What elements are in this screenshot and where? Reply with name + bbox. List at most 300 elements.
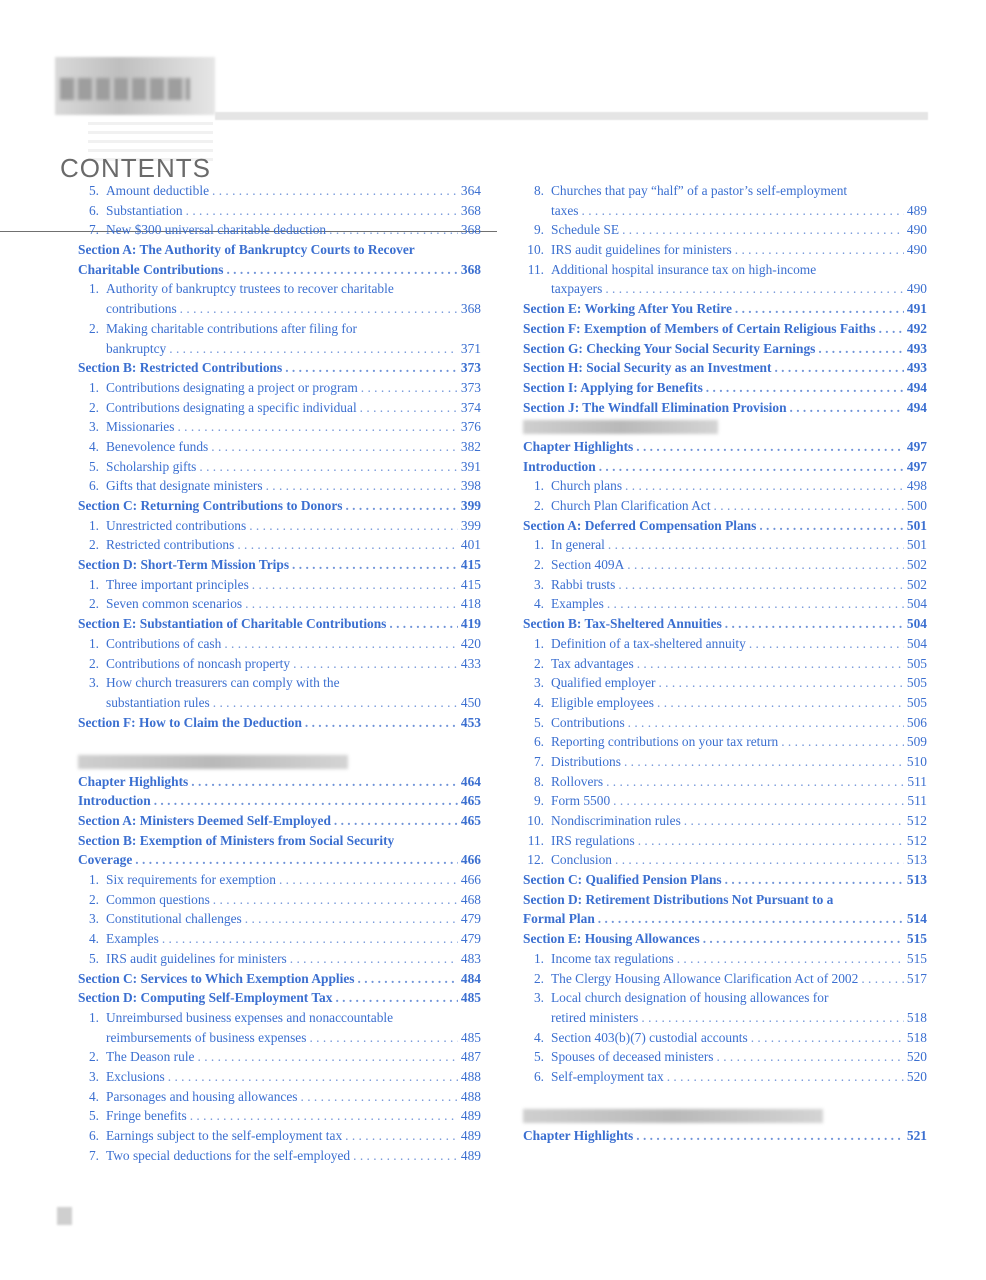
toc-section-entry[interactable] (523, 1126, 927, 1146)
page-number: 489 (906, 202, 927, 218)
toc-entry[interactable] (78, 476, 481, 496)
leader-dots (818, 339, 904, 359)
page-number: 493 (906, 360, 927, 376)
toc-section-entry[interactable] (78, 260, 481, 280)
page-number: 520 (906, 1068, 927, 1084)
toc-entry[interactable] (523, 831, 927, 851)
toc-entry[interactable] (78, 634, 481, 654)
entry-title: Examples (551, 596, 604, 612)
leader-dots (290, 949, 458, 969)
page-number: 518 (906, 1009, 927, 1025)
chapter-heading-bar (523, 1109, 823, 1123)
page-number: 485 (460, 990, 481, 1006)
toc-section-entry[interactable] (78, 791, 481, 811)
entry-title: Definition of a tax-sheltered annuity (551, 635, 746, 651)
toc-entry[interactable] (523, 949, 927, 969)
entry-title: Eligible employees (551, 694, 655, 710)
entry-title: Amount deductible (106, 183, 210, 198)
toc-entry[interactable] (78, 1126, 481, 1146)
leader-dots (637, 654, 904, 674)
toc-entry[interactable] (78, 1146, 481, 1166)
entry-title: Benevolence funds (106, 438, 209, 454)
page-number: 464 (460, 773, 481, 789)
toc-entry[interactable] (523, 791, 927, 811)
entry-title: Additional hospital insurance tax on high-income (551, 261, 817, 277)
page-number: 399 (460, 517, 481, 533)
entry-number: 3. (88, 675, 99, 691)
toc-section-entry[interactable] (523, 929, 927, 949)
toc-entry[interactable] (78, 1087, 481, 1107)
toc-section-entry[interactable] (523, 890, 927, 910)
toc-entry[interactable] (523, 673, 927, 693)
leader-dots (190, 1106, 458, 1126)
toc-section-entry[interactable] (523, 870, 927, 890)
toc-entry[interactable] (78, 201, 481, 221)
toc-entry[interactable] (78, 516, 481, 536)
entry-number: 7. (533, 753, 544, 769)
entry-title: The Deason rule (106, 1049, 195, 1065)
toc-entry[interactable] (523, 713, 927, 733)
entry-number: 5. (88, 183, 99, 198)
toc-section-entry[interactable] (523, 398, 927, 418)
leader-dots (162, 929, 458, 949)
toc-entry[interactable] (78, 594, 481, 614)
page-number: 505 (906, 675, 927, 691)
toc-entry[interactable] (78, 339, 481, 359)
toc-entry[interactable] (523, 220, 927, 240)
page-number: 491 (906, 301, 927, 317)
entry-number: 4. (533, 596, 544, 612)
entry-title: Section G: Checking Your Social Security Earnings (523, 340, 816, 356)
toc-entry[interactable] (78, 535, 481, 555)
leader-dots (879, 319, 904, 339)
toc-entry[interactable] (523, 772, 927, 792)
entry-title: Restricted contributions (106, 537, 235, 553)
toc-entry[interactable] (523, 279, 927, 299)
page-number: 368 (460, 301, 481, 317)
entry-number: 6. (533, 1068, 544, 1084)
toc-entry[interactable] (78, 299, 481, 319)
entry-title: Seven common scenarios (106, 596, 243, 612)
chapter-heading-bar (523, 420, 718, 434)
toc-left-column (78, 181, 481, 1165)
entry-title: Gifts that designate ministers (106, 478, 263, 494)
leader-dots (213, 890, 458, 910)
entry-number: 1. (533, 950, 544, 966)
entry-title: Contributions of noncash property (106, 655, 291, 671)
leader-dots (725, 870, 904, 890)
entry-number: 3. (88, 419, 99, 435)
leader-dots (135, 850, 458, 870)
toc-entry[interactable] (523, 693, 927, 713)
page-number: 485 (460, 1029, 481, 1045)
leader-dots (224, 634, 458, 654)
toc-entry[interactable] (78, 378, 481, 398)
leader-dots (735, 299, 904, 319)
leader-dots (781, 732, 904, 752)
toc-entry[interactable] (78, 457, 481, 477)
entry-title: Section C: Qualified Pension Plans (523, 872, 722, 888)
entry-title: taxes (551, 202, 579, 218)
toc-section-entry[interactable] (523, 299, 927, 319)
page-number: 398 (460, 478, 481, 494)
leader-dots (199, 457, 458, 477)
page-number: 490 (906, 281, 927, 297)
entry-title: Unrestricted contributions (106, 517, 247, 533)
page-number: 418 (460, 596, 481, 612)
leader-dots (245, 594, 458, 614)
leader-dots (641, 1008, 904, 1028)
page-number: 479 (460, 931, 481, 947)
leader-dots (759, 516, 904, 536)
leader-dots (622, 220, 904, 240)
entry-number: 2. (88, 655, 99, 671)
toc-entry[interactable] (523, 654, 927, 674)
entry-title: Schedule SE (551, 222, 620, 238)
leader-dots (735, 240, 904, 260)
leader-dots (657, 693, 904, 713)
toc-entry[interactable] (523, 988, 927, 1008)
entry-number: 5. (88, 1108, 99, 1124)
toc-entry[interactable] (523, 496, 927, 516)
toc-entry[interactable] (523, 555, 927, 575)
entry-number: 3. (533, 576, 544, 592)
leader-dots (168, 1067, 458, 1087)
entry-title: Section 409A (551, 557, 625, 573)
page-number: 501 (906, 537, 927, 553)
entry-number: 3. (533, 675, 544, 691)
leader-dots (361, 378, 458, 398)
entry-number: 5. (533, 1049, 544, 1065)
leader-dots (212, 181, 458, 201)
page-number: 433 (460, 655, 481, 671)
entry-number: 1. (88, 872, 99, 888)
page-number: 494 (906, 379, 927, 395)
entry-title: Contributions of cash (106, 635, 222, 651)
leader-dots (582, 201, 904, 221)
leader-dots (213, 693, 458, 713)
entry-title: Conclusion (551, 852, 613, 868)
toc-section-entry[interactable] (78, 240, 481, 260)
toc-section-entry[interactable] (523, 319, 927, 339)
toc-entry[interactable] (523, 752, 927, 772)
entry-number: 10. (527, 242, 544, 258)
leader-dots (608, 535, 904, 555)
entry-number: 8. (533, 183, 544, 198)
toc-section-entry[interactable] (523, 378, 927, 398)
entry-number: 2. (533, 557, 544, 573)
entry-title: Section I: Applying for Benefits (523, 379, 703, 395)
entry-title: Earnings subject to the self-employment tax (106, 1128, 343, 1143)
toc-entry[interactable] (78, 1028, 481, 1048)
entry-title: Reporting contributions on your tax return (551, 734, 779, 750)
page-number: 494 (906, 399, 927, 415)
entry-title: Section H: Social Security as an Investment (523, 360, 772, 376)
toc-entry[interactable] (78, 929, 481, 949)
toc-entry[interactable] (523, 201, 927, 221)
entry-title: Qualified employer (551, 675, 656, 691)
page-number: 419 (460, 616, 481, 632)
leader-dots (618, 575, 904, 595)
toc-section-entry[interactable] (78, 988, 481, 1008)
toc-entry[interactable] (523, 732, 927, 752)
toc-entry[interactable] (523, 535, 927, 555)
chapter-heading (78, 752, 481, 772)
leader-dots (154, 791, 458, 811)
page-number: 368 (460, 261, 481, 277)
page-number: 415 (460, 557, 481, 573)
toc-entry[interactable] (78, 909, 481, 929)
entry-title: Unreimbursed business expenses and nonaccountable (106, 1009, 394, 1025)
leader-dots (627, 555, 904, 575)
entry-title: Spouses of deceased ministers (551, 1049, 714, 1065)
entry-title: IRS regulations (551, 832, 635, 848)
toc-entry[interactable] (523, 634, 927, 654)
entry-title: Rollovers (551, 773, 604, 789)
leader-dots (628, 713, 904, 733)
toc-entry[interactable] (78, 398, 481, 418)
entry-title: Chapter Highlights (523, 1128, 634, 1143)
entry-number: 6. (533, 734, 544, 750)
entry-title: Rabbi trusts (551, 576, 616, 592)
toc-gap (523, 1087, 927, 1107)
entry-title: IRS audit guidelines for ministers (106, 950, 287, 966)
header-rule (215, 112, 928, 120)
entry-number: 1. (88, 1009, 99, 1025)
leader-dots (636, 1126, 904, 1146)
entry-title: Scholarship gifts (106, 458, 197, 474)
toc-entry[interactable] (523, 850, 927, 870)
page-number: 415 (460, 576, 481, 592)
toc-entry[interactable] (523, 1047, 927, 1067)
toc-entry[interactable] (78, 575, 481, 595)
page-number: 514 (906, 911, 927, 927)
toc-section-entry[interactable] (523, 909, 927, 929)
leader-dots (309, 1028, 457, 1048)
entry-title: Chapter Highlights (78, 773, 189, 789)
page-number: 465 (460, 793, 481, 809)
toc-section-entry[interactable] (78, 614, 481, 634)
toc-section-entry[interactable] (78, 831, 481, 851)
toc-entry[interactable] (78, 654, 481, 674)
toc-entry[interactable] (523, 1008, 927, 1028)
leader-dots (725, 614, 904, 634)
leader-dots (861, 969, 904, 989)
leader-dots (211, 437, 458, 457)
page-title: CONTENTS (60, 153, 211, 183)
toc-right-column (523, 181, 927, 1146)
toc-entry[interactable] (78, 693, 481, 713)
toc-entry[interactable] (78, 1047, 481, 1067)
entry-number: 2. (88, 320, 99, 336)
page-number: 373 (460, 360, 481, 376)
page-number: 510 (906, 753, 927, 769)
leader-dots (684, 811, 904, 831)
page-number: 513 (906, 852, 927, 868)
leader-dots (706, 378, 904, 398)
entry-number: 3. (88, 911, 99, 927)
leader-dots (636, 437, 904, 457)
page-number: 368 (460, 202, 481, 218)
page-number: 420 (460, 635, 481, 651)
entry-title: Contributions designating a project or program (106, 379, 358, 395)
page-number: 493 (906, 340, 927, 356)
leader-dots (169, 339, 458, 359)
chapter-heading (523, 1106, 927, 1126)
entry-number: 2. (88, 537, 99, 553)
leader-dots (334, 811, 458, 831)
leader-dots (345, 1126, 458, 1146)
leader-dots (703, 929, 904, 949)
toc-entry[interactable] (78, 1008, 481, 1028)
page-number: 498 (906, 478, 927, 494)
entry-title: Section E: Housing Allowances (523, 931, 700, 947)
toc-entry[interactable] (523, 969, 927, 989)
page-number: 518 (906, 1029, 927, 1045)
toc-gap (78, 732, 481, 752)
leader-dots (177, 417, 457, 437)
toc-entry[interactable] (78, 673, 481, 693)
toc-section-entry[interactable] (523, 339, 927, 359)
toc-section-entry[interactable] (78, 358, 481, 378)
entry-title: Section J: The Windfall Elimination Provision (523, 399, 787, 415)
entry-title: Introduction (523, 458, 596, 474)
toc-section-entry[interactable] (523, 437, 927, 457)
page-number: 505 (906, 655, 927, 671)
entry-number: 1. (533, 635, 544, 651)
entry-number: 10. (527, 813, 544, 828)
toc-entry[interactable] (78, 949, 481, 969)
toc-section-entry[interactable] (78, 555, 481, 575)
entry-title: Three important principles (106, 576, 249, 592)
toc-section-entry[interactable] (78, 713, 481, 733)
toc-section-entry[interactable] (78, 772, 481, 792)
entry-number: 4. (533, 1029, 544, 1045)
toc-entry[interactable] (523, 260, 927, 280)
toc-entry[interactable] (78, 220, 481, 240)
entry-title: retired ministers (551, 1009, 639, 1025)
leader-dots (638, 831, 904, 851)
toc-entry[interactable] (78, 437, 481, 457)
toc-section-entry[interactable] (78, 969, 481, 989)
entry-title: Contributions (551, 714, 625, 730)
entry-title: Section A: Ministers Deemed Self-Employed (78, 813, 331, 828)
entry-number: 6. (88, 1128, 99, 1143)
page-number: 497 (906, 438, 927, 454)
toc-entry[interactable] (523, 240, 927, 260)
leader-dots (186, 201, 458, 221)
entry-title: Section F: How to Claim the Deduction (78, 714, 302, 730)
page-number: 511 (907, 773, 927, 789)
toc-entry[interactable] (78, 1106, 481, 1126)
leader-dots (335, 988, 457, 1008)
entry-title: Charitable Contributions (78, 261, 224, 277)
toc-entry[interactable] (78, 319, 481, 339)
toc-entry[interactable] (523, 811, 927, 831)
toc-entry[interactable] (523, 1028, 927, 1048)
entry-title: Examples (106, 931, 159, 947)
entry-number: 11. (527, 261, 544, 277)
toc-entry[interactable] (78, 279, 481, 299)
entry-title: Church plans (551, 478, 623, 494)
leader-dots (285, 358, 458, 378)
entry-title: Making charitable contributions after filing for (106, 320, 357, 336)
toc-entry[interactable] (78, 890, 481, 910)
entry-number: 9. (533, 793, 544, 809)
leader-dots (266, 476, 458, 496)
entry-number: 4. (88, 438, 99, 454)
leader-dots (180, 299, 458, 319)
entry-number: 8. (533, 773, 544, 789)
entry-title: Section E: Working After You Retire (523, 301, 732, 317)
toc-entry[interactable] (78, 181, 481, 201)
toc-entry[interactable] (78, 870, 481, 890)
leader-dots (751, 1028, 904, 1048)
leader-dots (252, 575, 458, 595)
toc-entry[interactable] (78, 1067, 481, 1087)
entry-number: 2. (88, 399, 99, 415)
toc-entry[interactable] (78, 417, 481, 437)
entry-title: Section C: Services to Which Exemption Applies (78, 970, 355, 986)
toc-entry[interactable] (523, 1067, 927, 1087)
entry-title: Missionaries (106, 419, 175, 435)
leader-dots (749, 634, 904, 654)
toc-section-entry[interactable] (523, 457, 927, 477)
toc-section-entry[interactable] (78, 850, 481, 870)
entry-number: 3. (88, 1068, 99, 1084)
entry-number: 2. (88, 891, 99, 907)
toc-section-entry[interactable] (523, 516, 927, 536)
toc-section-entry[interactable] (78, 811, 481, 831)
leader-dots (667, 1067, 904, 1087)
entry-title: Common questions (106, 891, 210, 907)
page-number: 479 (460, 911, 481, 927)
toc-section-entry[interactable] (523, 614, 927, 634)
leader-dots (774, 358, 903, 378)
leader-dots (301, 1087, 458, 1107)
entry-title: Contributions designating a specific individual (106, 399, 357, 415)
page-number: 511 (907, 793, 927, 809)
page-number: 450 (460, 694, 481, 710)
page-number: 521 (906, 1128, 927, 1143)
leader-dots (226, 260, 457, 280)
entry-title: Six requirements for exemption (106, 872, 276, 888)
toc-entry[interactable] (523, 476, 927, 496)
entry-title: Parsonages and housing allowances (106, 1088, 298, 1104)
entry-number: 2. (533, 970, 544, 986)
toc-entry[interactable] (523, 181, 927, 201)
leader-dots (389, 614, 458, 634)
page-number: 501 (906, 517, 927, 533)
page-number: 492 (906, 320, 927, 336)
leader-dots (607, 594, 904, 614)
leader-dots (279, 870, 458, 890)
entry-number: 6. (88, 202, 99, 218)
toc-section-entry[interactable] (523, 358, 927, 378)
page-number: 500 (906, 498, 927, 513)
entry-title: Exclusions (106, 1068, 165, 1084)
leader-dots (717, 1047, 904, 1067)
page-number: 504 (906, 596, 927, 612)
page-number: 504 (906, 616, 927, 632)
page-number: 364 (460, 183, 481, 198)
entry-title: Section D: Computing Self-Employment Tax (78, 990, 333, 1006)
entry-number: 2. (88, 596, 99, 612)
entry-title: Chapter Highlights (523, 438, 634, 454)
toc-entry[interactable] (523, 575, 927, 595)
toc-entry[interactable] (523, 594, 927, 614)
toc-section-entry[interactable] (78, 496, 481, 516)
